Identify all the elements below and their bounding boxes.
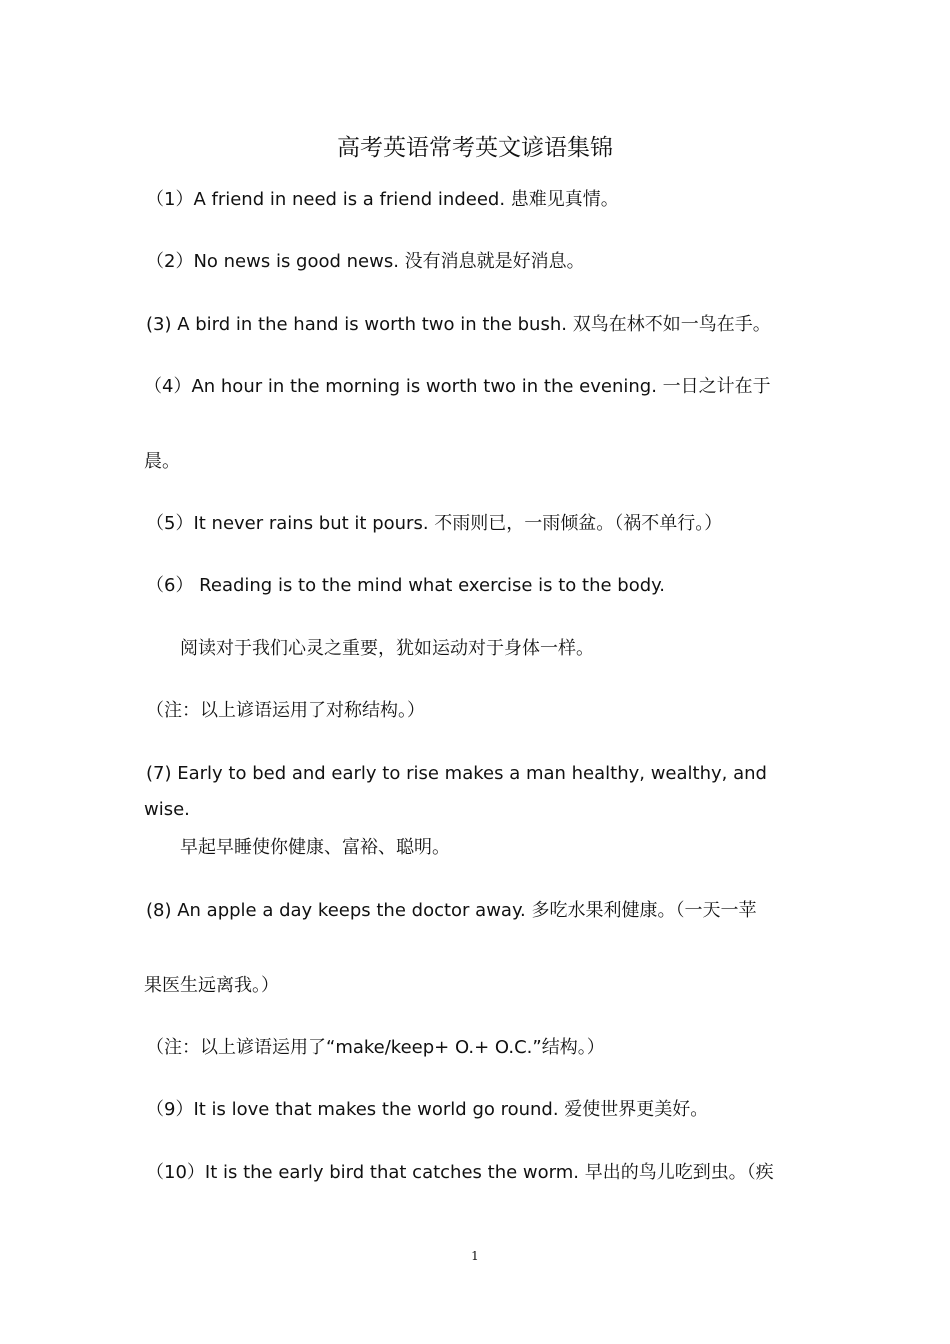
proverb-line-7-cont: wise. bbox=[144, 799, 190, 820]
proverb-line-6-translation: 阅读对于我们心灵之重要，犹如运动对于身体一样。 bbox=[180, 638, 594, 659]
proverb-line-8-cont: 果医生远离我。） bbox=[144, 975, 279, 996]
proverb-line-6: （6） Reading is to the mind what exercise is to the body. bbox=[146, 575, 665, 596]
proverb-line-5: （5）It never rains but it pours. 不雨则已，一雨倾盆。（祸不单行。） bbox=[146, 513, 723, 534]
proverb-line-1: （1）A friend in need is a friend indeed. 患难见真情。 bbox=[146, 189, 619, 210]
proverb-line-7-translation: 早起早睡使你健康、富裕、聪明。 bbox=[180, 837, 450, 858]
proverb-line-4-cont: 晨。 bbox=[144, 451, 180, 472]
note-line-1: （注：以上谚语运用了对称结构。） bbox=[146, 700, 425, 721]
proverb-line-7: (7) Early to bed and early to rise makes a man healthy, wealthy, and bbox=[146, 763, 767, 784]
proverb-line-9: （9）It is love that makes the world go round. 爱使世界更美好。 bbox=[146, 1099, 709, 1120]
note-line-2: （注：以上谚语运用了“make/keep+ O.+ O.C.”结构。） bbox=[146, 1037, 605, 1058]
page-number: 1 bbox=[471, 1249, 479, 1263]
proverb-line-8: (8) An apple a day keeps the doctor away. 多吃水果利健康。（一天一苹 bbox=[146, 900, 757, 921]
proverb-line-4: （4）An hour in the morning is worth two in the evening. 一日之计在于 bbox=[144, 376, 771, 397]
document-title: 高考英语常考英文谚语集锦 bbox=[337, 135, 613, 161]
proverb-line-10: （10）It is the early bird that catches the worm. 早出的鸟儿吃到虫。（疾 bbox=[146, 1162, 774, 1183]
proverb-line-3: (3) A bird in the hand is worth two in the bush. 双鸟在林不如一鸟在手。 bbox=[146, 314, 771, 335]
proverb-line-2: （2）No news is good news. 没有消息就是好消息。 bbox=[146, 251, 585, 272]
